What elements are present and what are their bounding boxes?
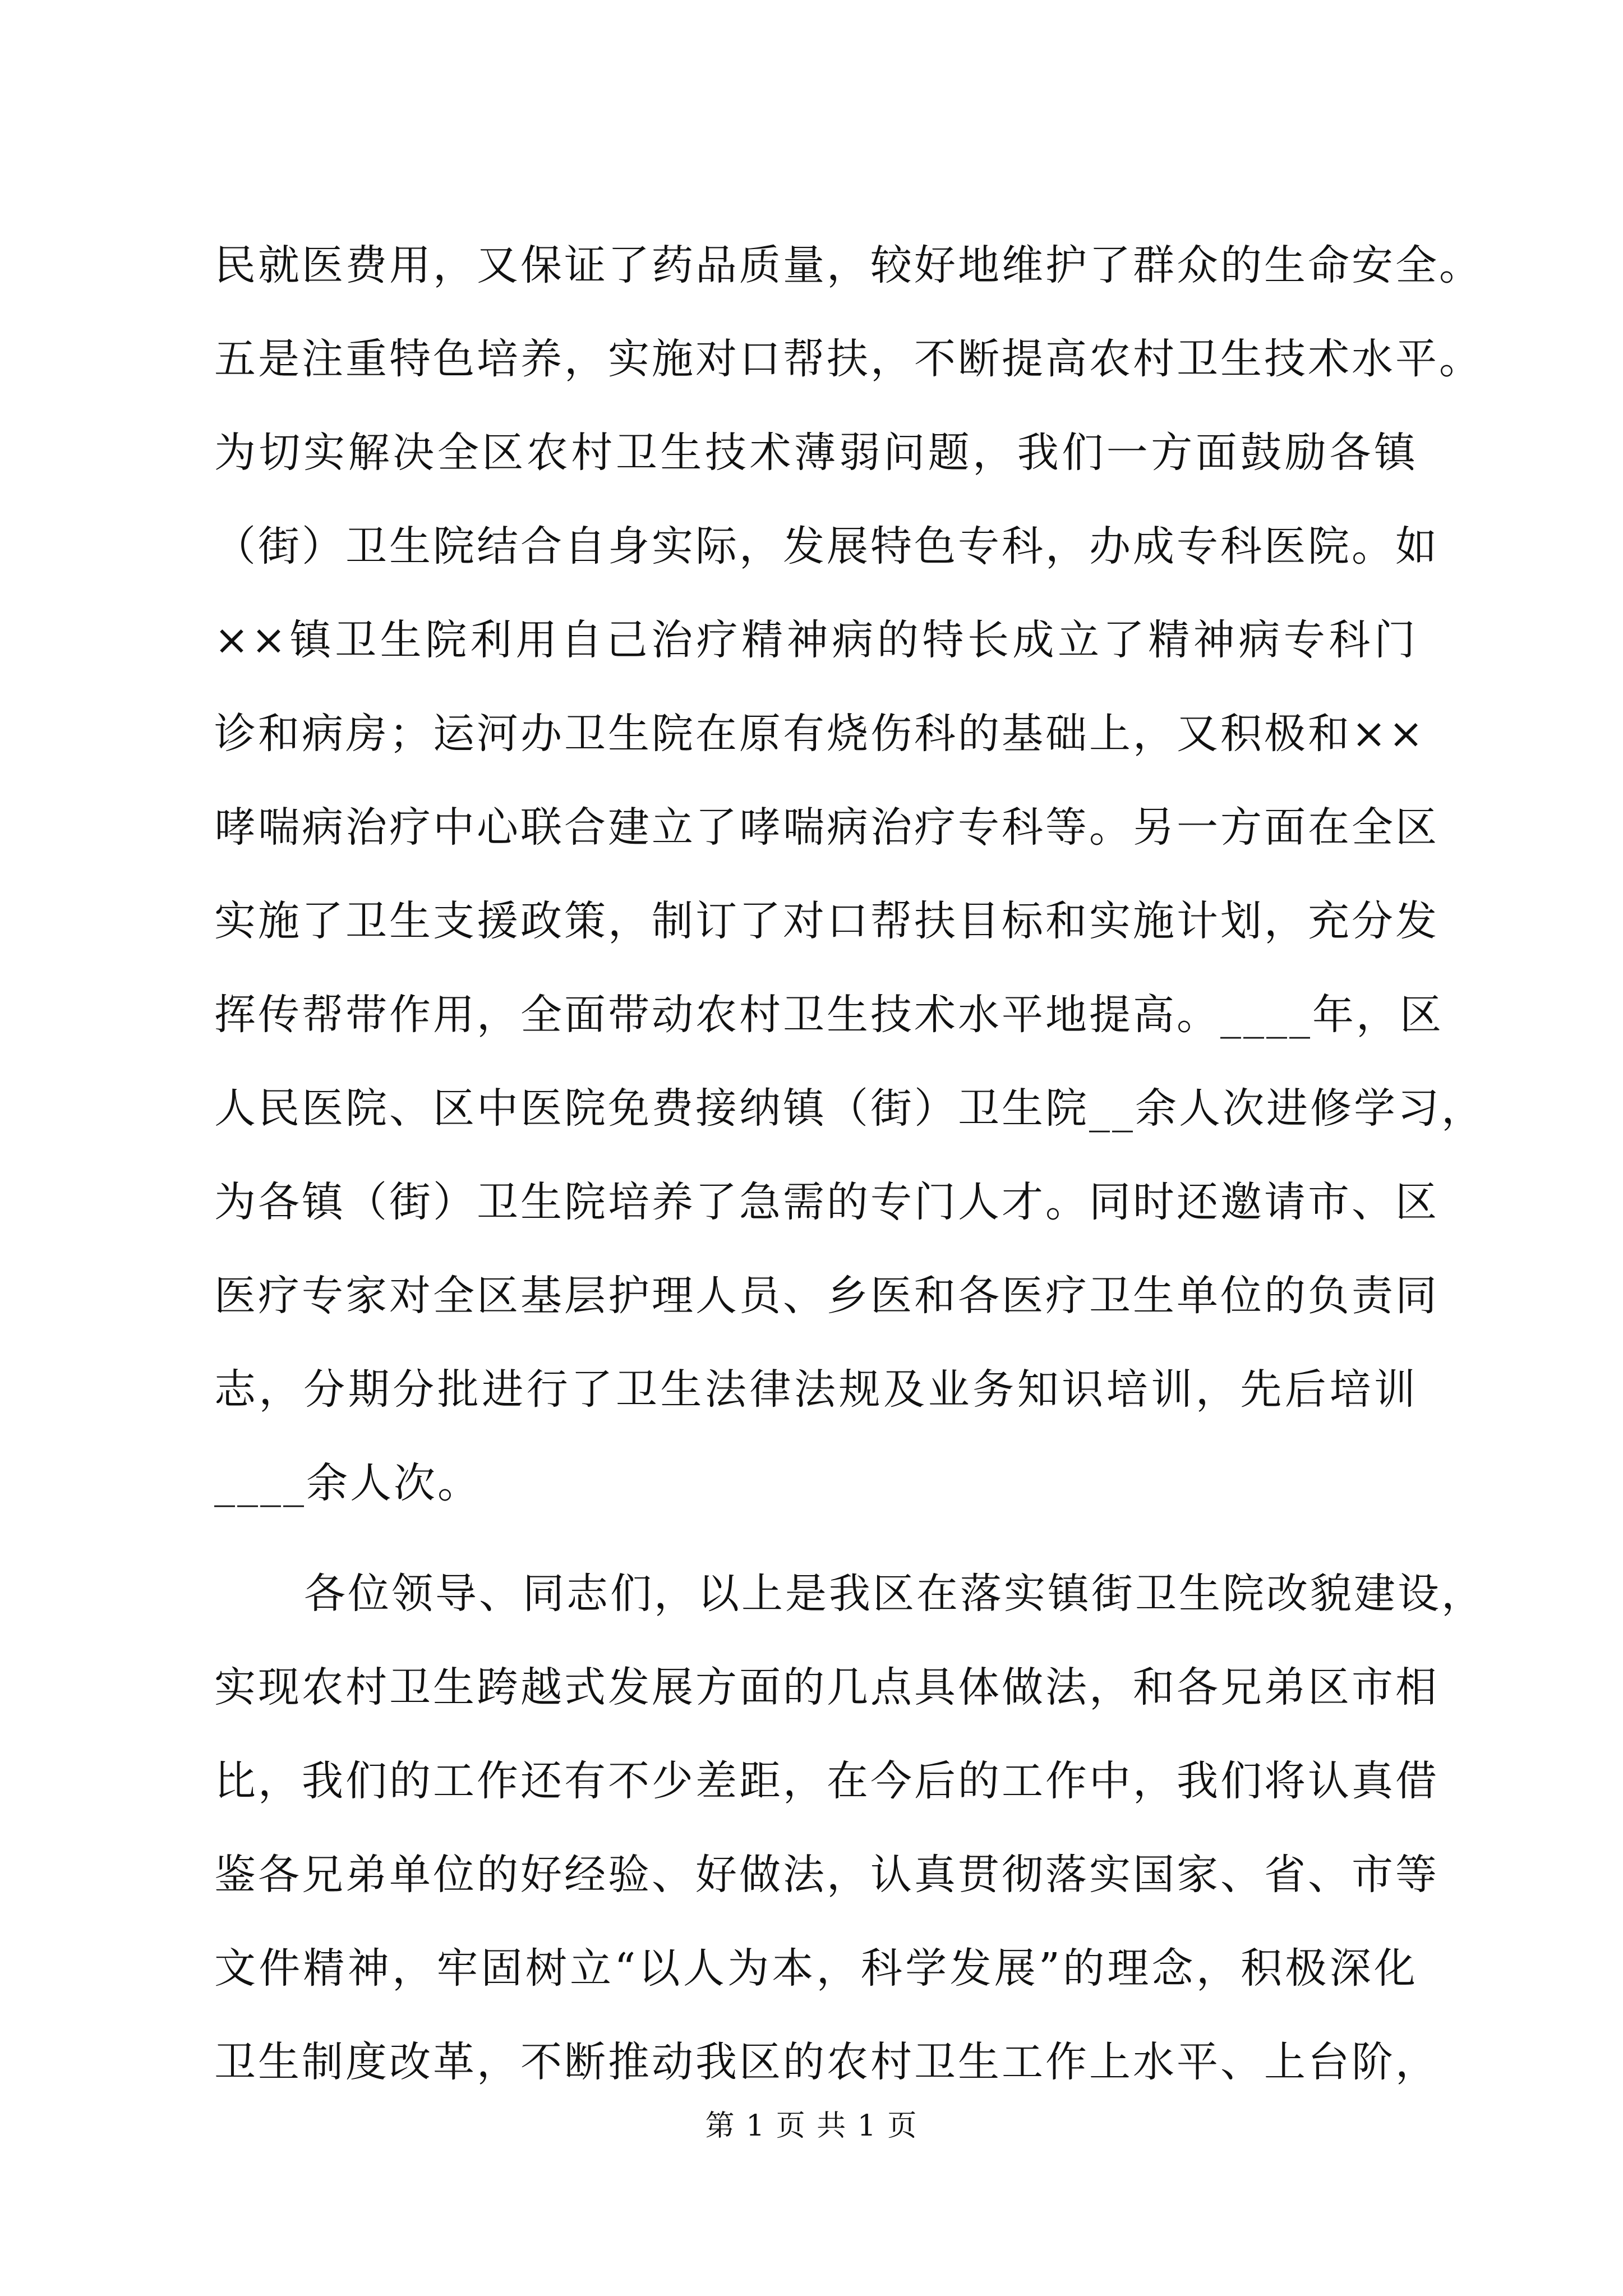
text-line: 卫生制度改革，不断推动我区的农村卫生工作上水平、上台阶，	[214, 2038, 1439, 2086]
text-line: 诊和病房；运河办卫生院在原有烧伤科的基础上，又积极和××	[214, 710, 1426, 758]
text-line: 志，分期分批进行了卫生法律法规及业务知识培训，先后培训	[214, 1365, 1418, 1414]
text-line: 文件精神，牢固树立“以人为本，科学发展”的理念，积极深化	[214, 1944, 1418, 1993]
text-line: 五是注重特色培养，实施对口帮扶，不断提高农村卫生技术水平。	[214, 335, 1483, 383]
paragraph-first-line: 各位领导、同志们，以上是我区在落实镇街卫生院改貌建设，	[304, 1570, 1485, 1618]
text-line: 为各镇（街）卫生院培养了急需的专门人才。同时还邀请市、区	[214, 1178, 1439, 1226]
text-line: 哮喘病治疗中心联合建立了哮喘病治疗专科等。另一方面在全区	[214, 803, 1439, 852]
text-line: 民就医费用，又保证了药品质量，较好地维护了群众的生命安全。	[214, 241, 1483, 289]
text-line: ××镇卫生院利用自己治疗精神病的特长成立了精神病专科门	[214, 616, 1418, 664]
text-line: 实现农村卫生跨越式发展方面的几点具体做法，和各兄弟区市相	[214, 1663, 1439, 1711]
body-text	[214, 219, 1485, 2109]
text-line: （街）卫生院结合自身实际，发展特色专科，办成专科医院。如	[214, 522, 1439, 570]
page-footer: 第 1 页 共 1 页	[705, 2109, 918, 2143]
text-line: 实施了卫生支援政策，制订了对口帮扶目标和实施计划，充分发	[214, 897, 1439, 945]
text-line: 鉴各兄弟单位的好经验、好做法，认真贯彻落实国家、省、市等	[214, 1851, 1439, 1899]
text-line: 医疗专家对全区基层护理人员、乡医和各医疗卫生单位的负责同	[214, 1272, 1439, 1320]
text-line: ____余人次。	[214, 1459, 481, 1507]
text-line: 挥传帮带作用，全面带动农村卫生技术水平地提高。____年，区	[214, 991, 1444, 1039]
text-line: 为切实解决全区农村卫生技术薄弱问题，我们一方面鼓励各镇	[214, 429, 1418, 477]
text-line: 比，我们的工作还有不少差距，在今后的工作中，我们将认真借	[214, 1757, 1439, 1805]
text-line: 人民医院、区中医院免费接纳镇（街）卫生院__余人次进修学习，	[214, 1084, 1485, 1133]
